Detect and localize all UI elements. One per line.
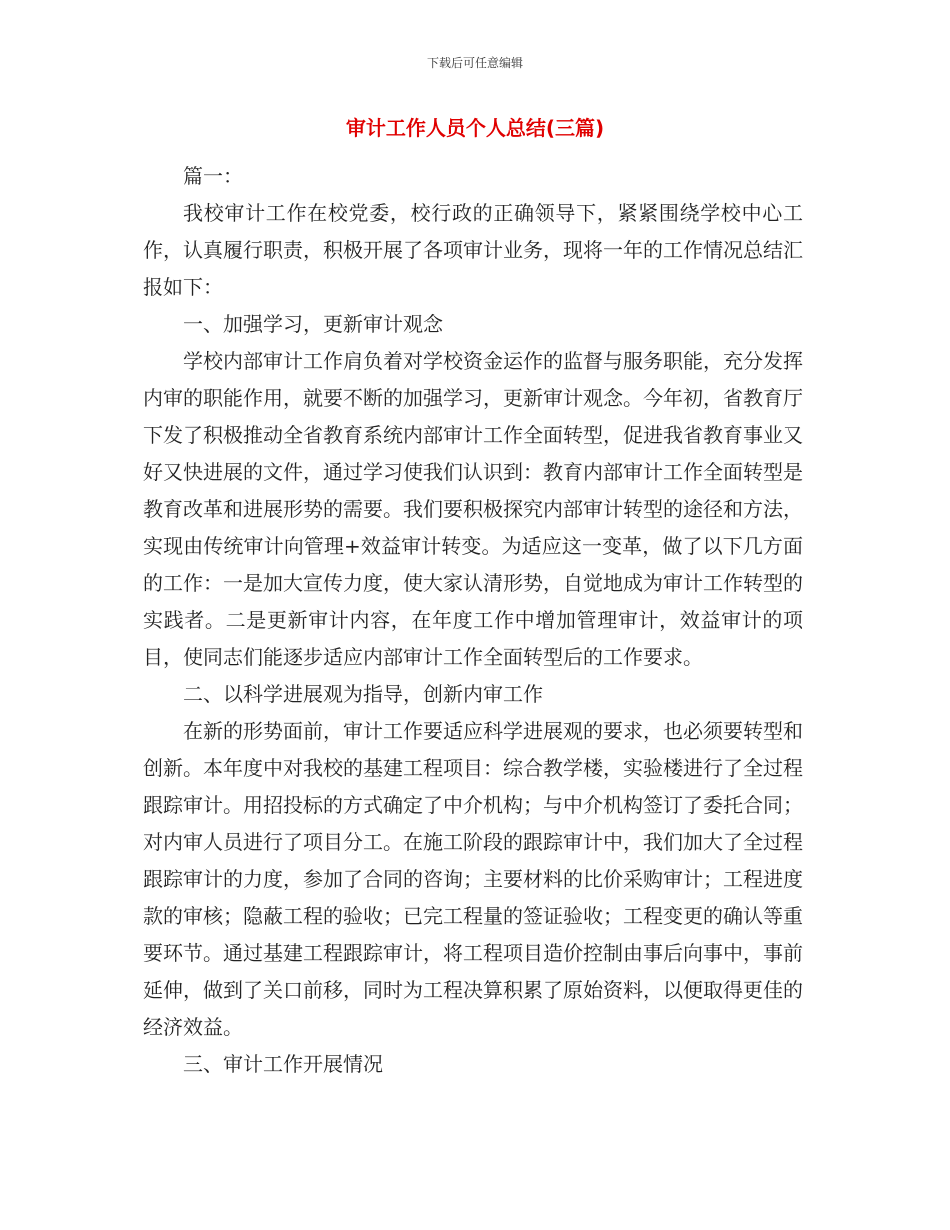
body-paragraph-2: 在新的形势面前，审计工作要适应科学进展观的要求，也必须要转型和创新。本年度中对我校的基建工程项目：综合教学楼，实验楼进行了全过程跟踪审计。用招投标的方式确定了中介机构；与中介机构签订了委托合同；对内审人员进行了项目分工。在施工阶段的跟踪审计中，我们加大了全过程跟踪审计的力度，参加了合同的咨询；主要材料的比价采购审计；工程进度款的审核；隐蔽工程的验收；已完工程量的签证验收；工程变更的确认等重要环节。通过基建工程跟踪审计，将工程项目造价控制由事后向事中，事前延伸，做到了关口前移，同时为工程决算积累了原始资料，以便取得更佳的经济效益。 bbox=[143, 719, 803, 1039]
section-heading-3: 三、审计工作开展情况 bbox=[183, 1052, 383, 1076]
section-heading-2: 二、以科学进展观为指导，创新内审工作 bbox=[183, 682, 543, 706]
document-title: 审计工作人员个人总结(三篇) bbox=[345, 116, 605, 140]
document-body bbox=[143, 158, 803, 1083]
section-label-part-one: 篇一： bbox=[183, 164, 243, 188]
header-note: 下载后可任意编辑 bbox=[426, 56, 523, 70]
section-heading-1: 一、加强学习，更新审计观念 bbox=[183, 312, 443, 336]
intro-paragraph: 我校审计工作在校党委，校行政的正确领导下，紧紧围绕学校中心工作，认真履行职责，积极开展了各项审计业务，现将一年的工作情况总结汇报如下： bbox=[143, 201, 803, 299]
body-paragraph-1: 学校内部审计工作肩负着对学校资金运作的监督与服务职能，充分发挥内审的职能作用，就要不断的加强学习，更新审计观念。今年初，省教育厅下发了积极推动全省教育系统内部审计工作全面转型，促进我省教育事业又好又快进展的文件，通过学习使我们认识到：教育内部审计工作全面转型是教育改革和进展形势的需要。我们要积极探究内部审计转型的途径和方法，实现由传统审计向管理+效益审计转变。为适应这一变革，做了以下几方面的工作：一是加大宣传力度，使大家认清形势，自觉地成为审计工作转型的实践者。二是更新审计内容，在年度工作中增加管理审计，效益审计的项目，使同志们能逐步适应内部审计工作全面转型后的工作要求。 bbox=[143, 349, 803, 669]
